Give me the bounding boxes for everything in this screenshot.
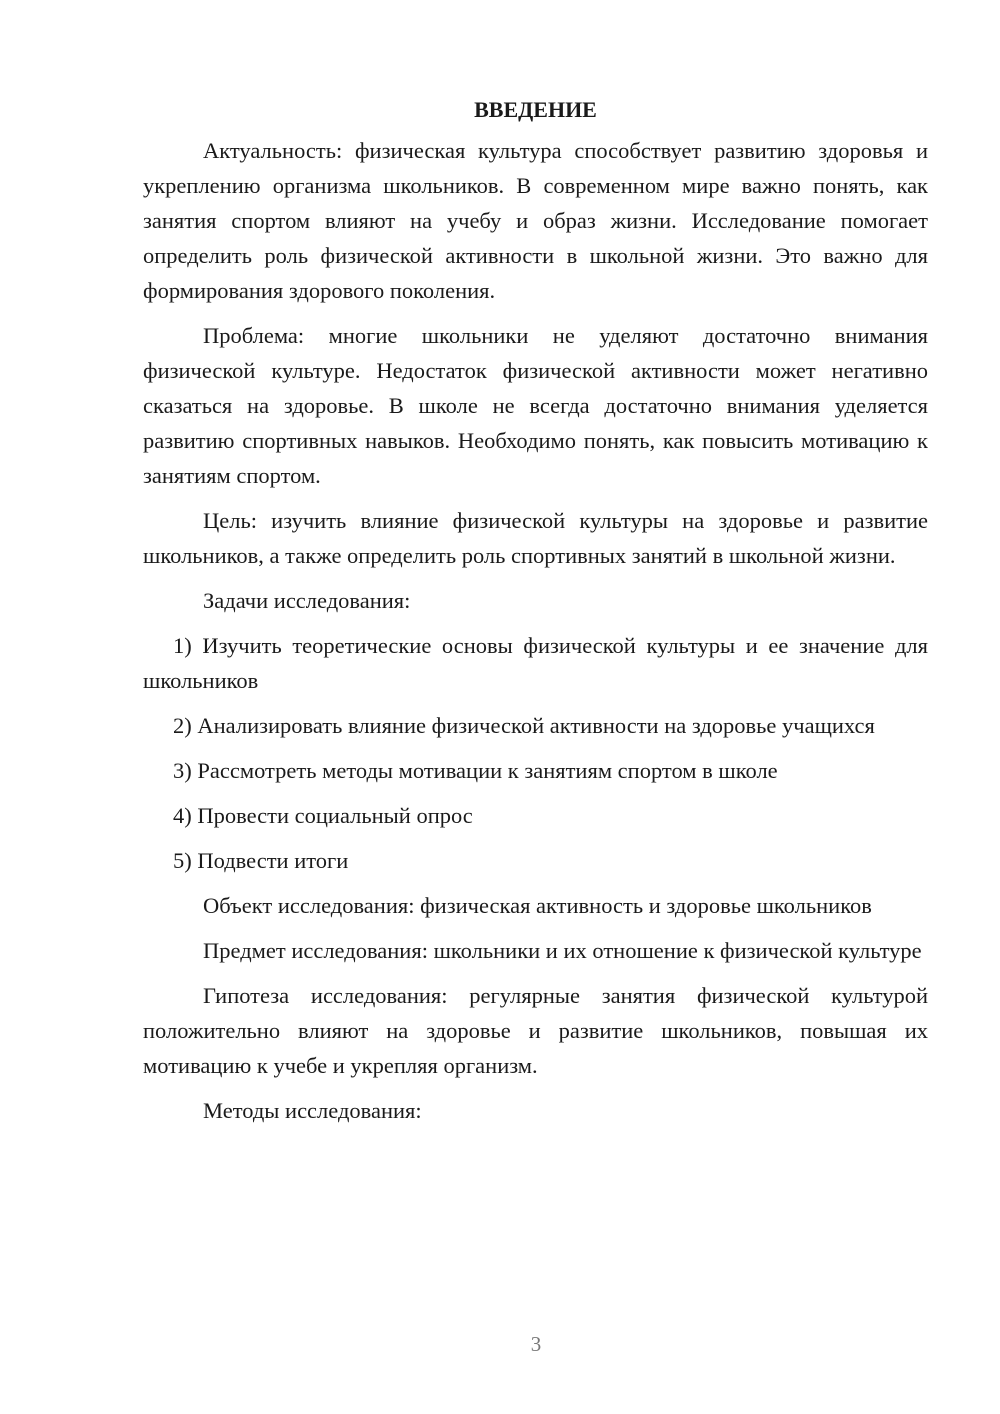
paragraph-object: Объект исследования: физическая активность и здоровье школьников: [203, 893, 872, 918]
page-title: ВВЕДЕНИЕ: [474, 97, 597, 122]
task-item-1: 1) Изучить теоретические основы физической культуры и ее значение для школьников: [143, 633, 928, 693]
paragraph-hypothesis: Гипотеза исследования: регулярные занятия физической культурой положительно влияют на здоровье и развитие школьников, повышая их мотивацию к учебе и укрепляя организм.: [143, 983, 928, 1078]
paragraph-subject: Предмет исследования: школьники и их отношение к физической культуре: [203, 938, 922, 963]
paragraph-goal: Цель: изучить влияние физической культуры на здоровье и развитие школьников, а также определить роль спортивных занятий в школьной жизни.: [143, 508, 928, 568]
task-item-2: 2) Анализировать влияние физической активности на здоровье учащихся: [173, 713, 875, 738]
paragraph-relevance: Актуальность: физическая культура способствует развитию здоровья и укреплению организма школьников. В современном мире важно понять, как занятия спортом влияют на учебу и образ жизни. Исследование помогает определить роль физической активности в школьной жизни. Это важно для формирования здорового поколения.: [143, 138, 928, 303]
task-item-4: 4) Провести социальный опрос: [173, 803, 473, 828]
page-content: [143, 92, 928, 1138]
task-item-5: 5) Подвести итоги: [173, 848, 349, 873]
page-number: 3: [530, 1332, 542, 1356]
methods-heading: Методы исследования:: [203, 1098, 422, 1123]
paragraph-problem: Проблема: многие школьники не уделяют достаточно внимания физической культуре. Недостаток физической активности может негативно сказаться на здоровье. В школе не всегда достаточно внимания уделяется развитию спортивных навыков. Необходимо понять, как повысить мотивацию к занятиям спортом.: [143, 323, 928, 488]
task-item-3: 3) Рассмотреть методы мотивации к занятиям спортом в школе: [173, 758, 778, 783]
tasks-heading: Задачи исследования:: [203, 588, 411, 613]
